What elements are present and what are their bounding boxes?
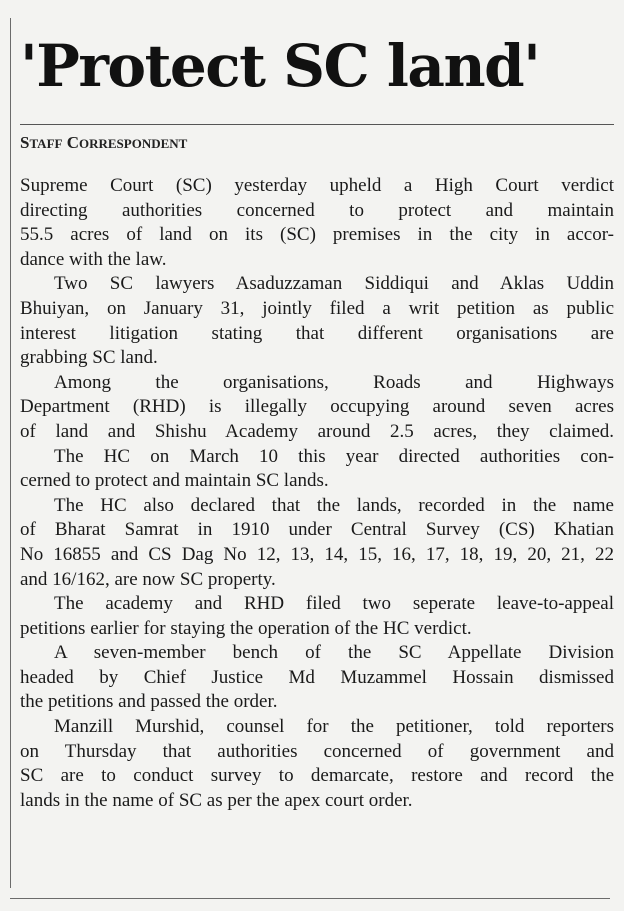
article-line: No 16855 and CS Dag No 12, 13, 14, 15, 16, 17, 18, 19, 20, 21, 22 xyxy=(20,543,614,565)
column-rule-bottom xyxy=(10,898,610,899)
byline-initial-1: S xyxy=(20,133,30,152)
byline-rest-1: TAFF xyxy=(29,136,63,151)
byline-divider xyxy=(20,124,614,125)
article-line: on Thursday that authorities concerned of government and xyxy=(20,740,614,762)
article-line: The HC on March 10 this year directed authorities con- xyxy=(54,445,614,467)
article-line: Bhuiyan, on January 31, jointly filed a writ petition as public xyxy=(20,297,614,319)
column-rule-left xyxy=(10,18,11,888)
byline-rest-2: ORRESPONDENT xyxy=(78,136,188,151)
byline-initial-2: C xyxy=(66,133,79,152)
article-line: lands in the name of SC as per the apex court order. xyxy=(20,789,413,811)
article-line: The HC also declared that the lands, recorded in the name xyxy=(54,494,614,516)
article-line: of Bharat Samrat in 1910 under Central Survey (CS) Khatian xyxy=(20,519,614,541)
article-line: 55.5 acres of land on its (SC) premises in the city in accor- xyxy=(20,224,614,246)
article-line: the petitions and passed the order. xyxy=(20,691,278,713)
article-line: Among the organisations, Roads and Highways xyxy=(54,371,614,393)
article-line: petitions earlier for staying the operation of the HC verdict. xyxy=(20,617,472,639)
article-line: Two SC lawyers Asaduzzaman Siddiqui and Aklas Uddin xyxy=(54,273,614,295)
article-line: grabbing SC land. xyxy=(20,347,158,369)
byline xyxy=(20,132,187,155)
article-line: The academy and RHD filed two seperate leave-to-appeal xyxy=(54,593,614,615)
article-body xyxy=(20,174,614,813)
article-line: interest litigation stating that different organisations are xyxy=(20,322,614,344)
article-line: Supreme Court (SC) yesterday upheld a High Court verdict xyxy=(20,175,614,196)
article-line: and 16/162, are now SC property. xyxy=(20,568,276,590)
article-line: of land and Shishu Academy around 2.5 acres, they claimed. xyxy=(20,420,614,442)
article-line: Manzill Murshid, counsel for the petitioner, told reporters xyxy=(54,716,614,738)
headline: 'Protect SC land' xyxy=(20,32,540,100)
article-line: headed by Chief Justice Md Muzammel Hossain dismissed xyxy=(20,666,614,688)
article-line: dance with the law. xyxy=(20,248,167,270)
article-line: cerned to protect and maintain SC lands. xyxy=(20,470,329,492)
article-line: Department (RHD) is illegally occupying around seven acres xyxy=(20,396,614,418)
article-line: A seven-member bench of the SC Appellate Division xyxy=(54,642,614,664)
article-line: SC are to conduct survey to demarcate, restore and record the xyxy=(20,765,614,787)
article-line: directing authorities concerned to protect and maintain xyxy=(20,199,614,221)
